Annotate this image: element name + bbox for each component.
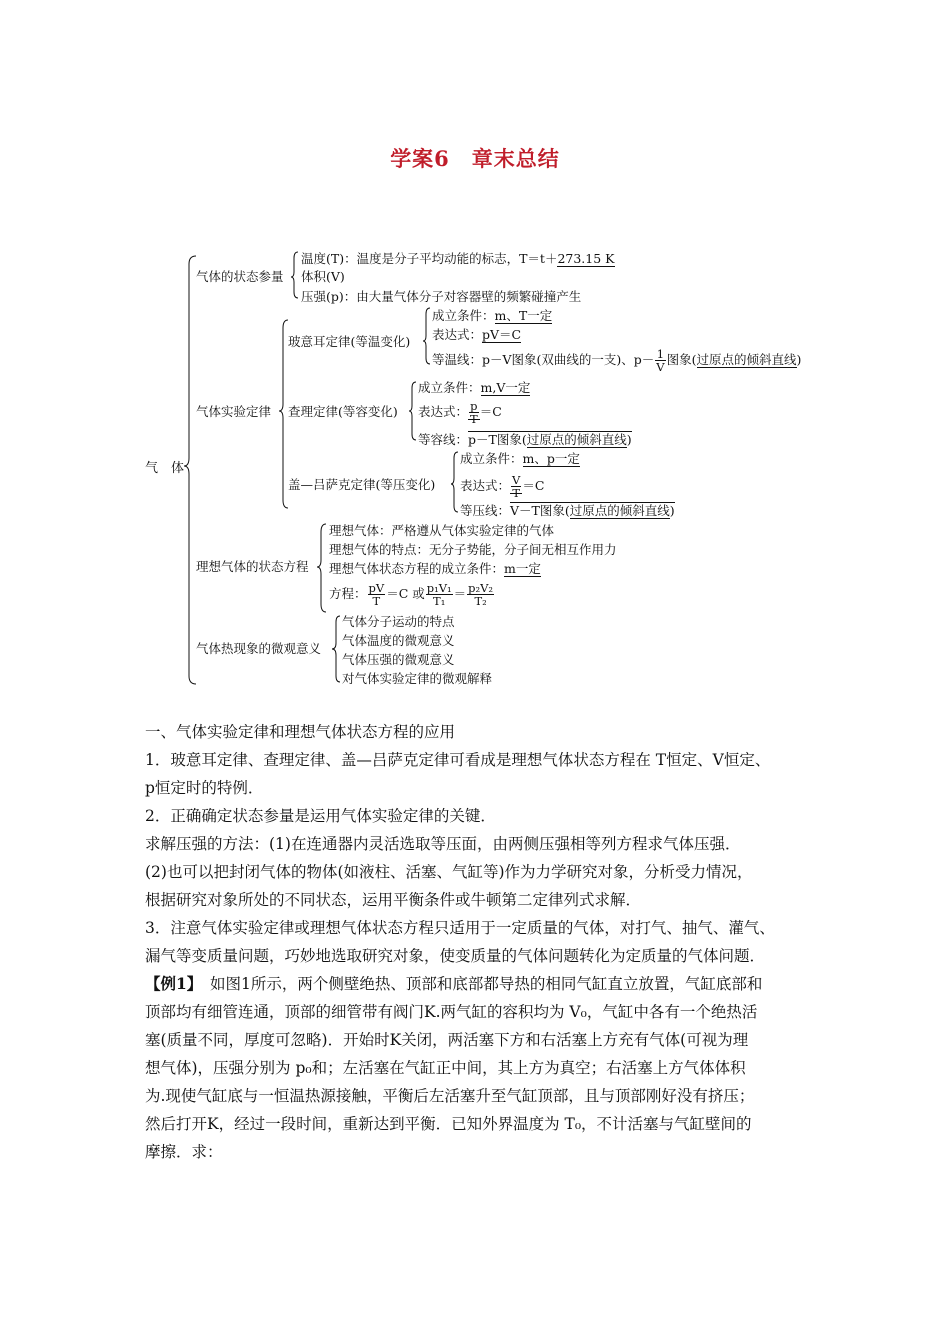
- gaylussac-isobar: [460, 503, 675, 519]
- paragraph: 2．正确确定状态参量是运用气体实验定律的关键．: [145, 807, 496, 825]
- charles-line-body: p－T图象(: [468, 432, 527, 447]
- gaylussac-condition: [460, 451, 580, 467]
- gaylussac-frac-num: V: [512, 473, 521, 487]
- ideal-gas-condition: [329, 561, 541, 577]
- gaylussac-fraction: [511, 474, 521, 499]
- charles-expression: [418, 400, 502, 425]
- boyle-frac-num: 1: [656, 347, 665, 361]
- ideal-eq-mid: ＝C 或: [386, 586, 425, 601]
- charles-condition-prefix: 成立条件：: [418, 380, 481, 395]
- ideal-f2-den: T₁: [433, 594, 446, 608]
- state-brace: [291, 252, 298, 298]
- gaylussac-line-prefix: 等压线：: [460, 503, 511, 518]
- gaylussac-line-note: 过原点的倾斜直线: [569, 503, 670, 518]
- charles-brace: [409, 382, 416, 440]
- paragraph: (2)也可以把封闭气体的物体(如液柱、活塞、气缸等)作为力学研究对象，分析受力情况，: [145, 863, 753, 881]
- boyle-label: 玻意耳定律(等温变化): [288, 334, 411, 349]
- charles-expr-prefix: 表达式：: [418, 404, 469, 419]
- example-line: 塞(质量不同，厚度可忽略)．开始时K关闭，两活塞下方和右活塞上方充有气体(可视为理: [145, 1031, 749, 1049]
- boyle-expression: [432, 327, 521, 343]
- boyle-expr-value: pV＝C: [482, 327, 522, 342]
- gaylussac-condition-prefix: 成立条件：: [460, 451, 523, 466]
- paragraph: 漏气等变质量问题，巧妙地选取研究对象，使变质量的气体问题转化为定质量的气体问题．: [145, 947, 766, 965]
- example-line: 然后打开K，经过一段时间，重新达到平衡．已知外界温度为 T₀，不计活塞与气缸壁间的: [145, 1115, 752, 1133]
- charles-frac-num: p: [470, 399, 478, 413]
- ideal-f3-den: T₂: [474, 594, 487, 608]
- boyle-fraction: [655, 348, 665, 373]
- gaylussac-line-end: ): [669, 503, 675, 518]
- gaylussac-expr-prefix: 表达式：: [460, 478, 511, 493]
- boyle-line-prefix: 等温线：p－V图象(双曲线的一支)、p－: [432, 352, 655, 367]
- micro-item: 气体分子运动的特点: [342, 614, 455, 629]
- boyle-isotherm: [432, 348, 801, 373]
- charles-isochore: [418, 432, 632, 448]
- ideal-f2-num: p₁V₁: [426, 581, 452, 595]
- ideal-cond-value: m一定: [504, 561, 541, 576]
- pressure-line: 压强(p)：由大量气体分子对容器壁的频繁碰撞产生: [301, 289, 582, 304]
- boyle-condition-value: m、T一定: [494, 308, 553, 323]
- micro-brace: [332, 616, 340, 682]
- example-line: 为.现使气缸底与一恒温热源接触，平衡后左活塞升至气缸顶部，且与顶部刚好没有挤压；: [145, 1087, 755, 1105]
- example-line: 想气体)，压强分别为 p₀和；左活塞在气缸正中间，其上方为真空；右活塞上方气体体积: [145, 1059, 746, 1077]
- ideal-frac-2: [426, 582, 453, 607]
- explaws-brace: [279, 320, 288, 508]
- example-line: [145, 970, 825, 998]
- paragraph: p恒定时的特例．: [145, 779, 264, 797]
- boyle-brace: [423, 308, 430, 364]
- charles-line-prefix: 等容线：: [418, 432, 469, 447]
- ideal-f1-num: pV: [368, 581, 385, 595]
- ideal-frac-1: [368, 582, 386, 607]
- boyle-line-suffix: 图象(: [666, 352, 697, 367]
- root-label: 气 体: [145, 461, 185, 476]
- boyle-line-end: ): [796, 352, 802, 367]
- root-brace: [184, 256, 196, 684]
- ideal-brace: [317, 524, 326, 612]
- micro-item: 气体温度的微观意义: [342, 633, 455, 648]
- paragraph: 求解压强的方法：(1)在连通器内灵活选取等压面，由两侧压强相等列方程求气体压强．: [145, 835, 741, 853]
- gaylussac-line-body: V－T图象(: [510, 503, 570, 518]
- ideal-eq-sign: ＝: [453, 586, 467, 601]
- ideal-frac-3: [467, 582, 494, 607]
- ideal-eq-prefix: 方程：: [329, 586, 367, 601]
- gaylussac-expression: [460, 474, 544, 499]
- charles-condition-value: m,V一定: [480, 380, 531, 395]
- ideal-gas-label: 理想气体的状态方程: [196, 559, 309, 574]
- ideal-gas-traits: 理想气体的特点：无分子势能，分子间无相互作用力: [329, 542, 617, 557]
- ideal-gas-def: 理想气体：严格遵从气体实验定律的气体: [329, 523, 555, 538]
- ideal-f3-num: p₂V₂: [468, 581, 494, 595]
- charles-line-end: ): [626, 432, 632, 447]
- micro-item: 对气体实验定律的微观解释: [342, 671, 493, 686]
- ideal-f1-den: T: [372, 594, 381, 608]
- exp-laws-label: 气体实验定律: [196, 404, 272, 419]
- charles-frac-den: T: [470, 412, 478, 426]
- body-text: [145, 718, 825, 1166]
- paragraph: 1．玻意耳定律、查理定律、盖—吕萨克定律可看成是理想气体状态方程在 T恒定、V恒定、: [145, 751, 771, 769]
- example-text: 如图1所示，两个侧壁绝热、顶部和底部都导热的相同气缸直立放置，气缸底部和: [194, 975, 763, 993]
- volume-line: 体积(V): [301, 269, 345, 284]
- boyle-frac-den: V: [656, 360, 665, 374]
- example-line: 顶部均有细管连通，顶部的细管带有阀门K.两气缸的容积均为 V₀，气缸中各有一个绝热活: [145, 1003, 758, 1021]
- gaylussac-frac-den: T: [512, 486, 520, 500]
- paragraph: 3．注意气体实验定律或理想气体状态方程只适用于一定质量的气体，对打气、抽气、灌气、: [145, 919, 775, 937]
- temperature-text: 温度(T)：温度是分子平均动能的标志，T＝t＋: [301, 251, 558, 266]
- gaylussac-brace: [451, 452, 458, 512]
- charles-condition: [418, 380, 530, 396]
- charles-expr-suffix: ＝C: [479, 404, 502, 419]
- example-label: 【例1】: [145, 974, 195, 993]
- paragraph: 根据研究对象所处的不同状态，运用平衡条件或牛顿第二定律列式求解．: [145, 891, 642, 909]
- charles-fraction: [469, 400, 479, 425]
- example-line: 摩擦．求：: [145, 1143, 223, 1161]
- state-params-label: 气体的状态参量: [196, 269, 284, 284]
- section-heading: 一、气体实验定律和理想气体状态方程的应用: [145, 723, 456, 741]
- micro-item: 气体压强的微观意义: [342, 652, 455, 667]
- micro-label: 气体热现象的微观意义: [196, 641, 322, 656]
- ideal-cond-prefix: 理想气体状态方程的成立条件：: [329, 561, 505, 576]
- boyle-condition: [432, 308, 552, 324]
- temperature-line: [301, 251, 615, 267]
- charles-line-note: 过原点的倾斜直线: [526, 432, 627, 447]
- boyle-condition-prefix: 成立条件：: [432, 308, 495, 323]
- boyle-line-note: 过原点的倾斜直线: [696, 352, 797, 367]
- gaylussac-condition-value: m、p一定: [522, 451, 580, 466]
- gaylussac-label: 盖—吕萨克定律(等压变化): [288, 477, 436, 492]
- page-title: 学案6 章末总结: [390, 146, 560, 171]
- gaylussac-expr-suffix: ＝C: [522, 478, 545, 493]
- boyle-expr-prefix: 表达式：: [432, 327, 483, 342]
- temperature-value: 273.15 K: [557, 251, 615, 266]
- charles-label: 查理定律(等容变化): [288, 404, 398, 419]
- ideal-gas-equation: [329, 582, 495, 607]
